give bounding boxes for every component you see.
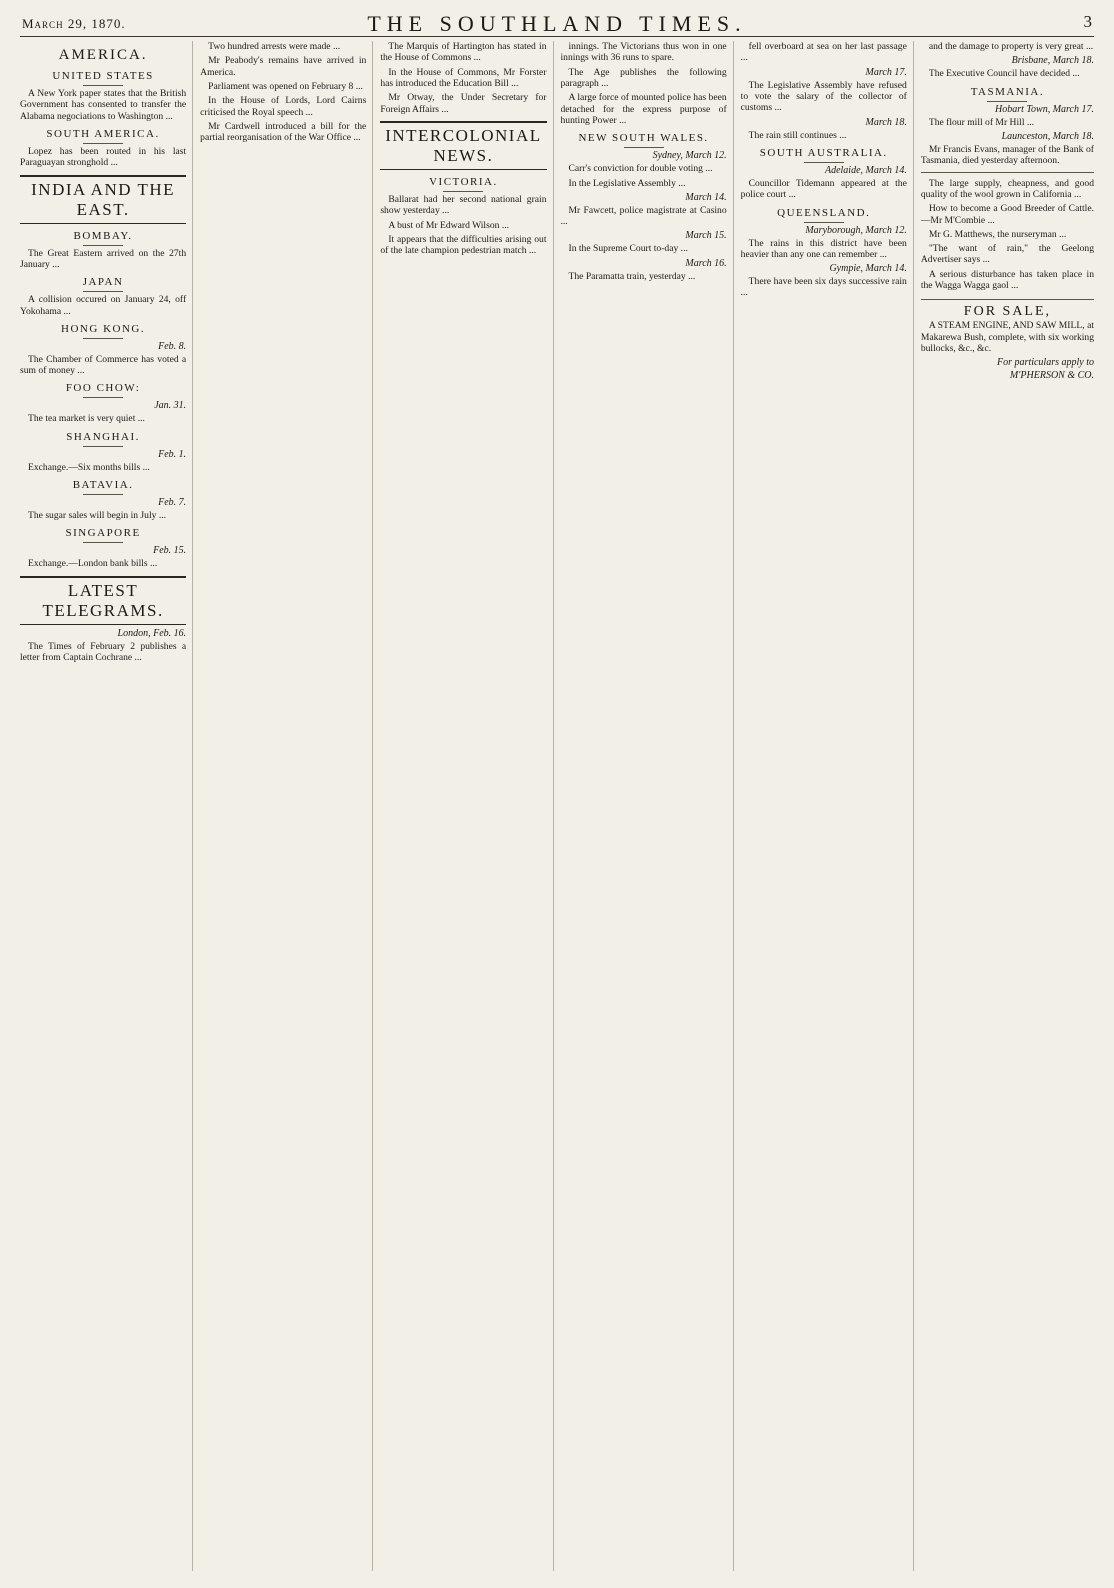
section-heading-intercolonial-news: INTERCOLONIAL NEWS. [380,121,546,170]
divider [921,172,1094,173]
article-paragraph: Mr Fawcett, police magistrate at Casino ... [560,204,727,228]
dateline: Feb. 15. [153,545,187,557]
article-paragraph: In the House of Commons, Mr Forster has introduced the Education Bill ... [380,66,547,89]
ad-heading: FOR SALE, [963,304,1052,320]
article-paragraph: Parliament was opened on February 8 ... [208,80,363,92]
subheading-united-states: UNITED STATES [20,70,186,86]
article-paragraph: In the Supreme Court to-day ... [568,243,688,255]
section-heading-america: AMERICA. [58,47,148,63]
article-paragraph: The sugar sales will begin in July ... [28,510,167,522]
section-heading-india-east: INDIA AND THE EAST. [20,175,186,224]
section-heading-latest-telegrams: LATEST TELEGRAMS. [20,576,186,625]
article-paragraph: Mr Francis Evans, manager of the Bank of Tasmania, died yesterday afternoon. [920,143,1094,167]
subheading-foo-chow: FOO CHOW: [20,382,186,398]
article-paragraph: The Chamber of Commerce has voted a sum of money ... [20,353,187,377]
article-paragraph: The Legislative Assembly have refused to vote the salary of the collector of customs ... [740,79,907,114]
dateline: Brisbane, March 18. [1011,55,1094,67]
article-paragraph: "The want of rain," the Geelong Advertiser says ... [920,243,1094,266]
ad-apply-line: For particulars apply to [997,357,1094,369]
page-number: 3 [1083,12,1092,31]
article-paragraph: The Marquis of Hartington has stated in the House of Commons ... [380,41,547,64]
article-paragraph: The Great Eastern arrived on the 27th January ... [20,247,187,270]
dateline: Feb. 8. [158,340,187,352]
article-paragraph: Mr Cardwell introduced a bill for the partial reorganisation of the War Office ... [200,120,367,144]
subheading-south-america: SOUTH AMERICA. [20,128,186,144]
dateline: Feb. 7. [158,497,187,509]
article-paragraph: The Executive Council have decided ... [928,68,1080,80]
classified-advertisement [921,299,1094,381]
subheading-tasmania: TASMANIA. [921,86,1094,102]
article-paragraph: Mr Otway, the Under Secretary for Foreign Affairs ... [380,92,547,115]
article-paragraph: Carr's conviction for double voting ... [568,163,713,175]
article-paragraph: A bust of Mr Edward Wilson ... [388,219,510,231]
dateline: March 17. [865,66,907,78]
dateline: Sydney, March 12. [652,150,727,162]
article-paragraph: fell overboard at sea on her last passage ... [740,41,907,64]
ad-advertiser-name: M'PHERSON & CO. [1009,370,1094,382]
issue-date: March 29, 1870. [22,16,126,31]
article-paragraph: innings. The Victorians thus won in one innings with 36 runs to spare. [560,41,727,64]
article-paragraph: Mr Peabody's remains have arrived in America. [200,55,367,78]
article-paragraph: Lopez has been routed in his last Paraguayan stronghold ... [20,145,187,169]
article-paragraph: It appears that the difficulties arising out of the late champion pedestrian match ... [380,233,547,257]
subheading-bombay: BOMBAY. [20,230,186,246]
article-paragraph: There have been six days successive rain ... [740,276,907,299]
article-paragraph: The Times of February 2 publishes a letter from Captain Cochrane ... [20,640,187,663]
article-paragraph: Exchange.—Six months bills ... [28,461,150,473]
subheading-victoria: VICTORIA. [380,176,546,192]
article-paragraph: Two hundred arrests were made ... [208,41,341,52]
newspaper-title: THE SOUTHLAND TIMES. [367,11,747,36]
article-paragraph: The flour mill of Mr Hill ... [928,116,1035,128]
article-paragraph: Mr G. Matthews, the nurseryman ... [928,228,1067,240]
article-paragraph: A serious disturbance has taken place in the Wagga Wagga gaol ... [920,268,1094,292]
article-paragraph: A New York paper states that the British Government has consented to transfer the Alabama negociations to Washington ... [20,88,187,122]
subheading-queensland: QUEENSLAND. [741,207,907,223]
subheading-japan: JAPAN [20,276,186,292]
column-6 [921,41,1094,1571]
dateline: Jan. 31. [154,400,187,412]
column-1 [20,41,193,1571]
dateline: March 15. [685,230,727,242]
dateline: March 14. [685,191,727,203]
masthead [20,10,1094,37]
article-paragraph: The rains in this district have been heavier than any one can remember ... [740,237,907,260]
article-paragraph: and the damage to property is very great ... [928,41,1094,52]
dateline: London, Feb. 16. [117,627,187,639]
article-paragraph: Ballarat had her second national grain show yesterday ... [380,193,547,217]
article-paragraph: In the House of Lords, Lord Cairns criticised the Royal speech ... [200,95,367,118]
dateline: Hobart Town, March 17. [995,103,1094,115]
article-paragraph: The rain still continues ... [748,129,847,141]
subheading-new-south-wales: NEW SOUTH WALES. [561,132,727,148]
article-paragraph: In the Legislative Assembly ... [568,177,686,189]
article-columns [20,41,1094,1571]
subheading-singapore: SINGAPORE [20,527,186,543]
dateline: Adelaide, March 14. [824,164,907,176]
subheading-hong-kong: HONG KONG. [20,323,186,339]
dateline: Maryborough, March 12. [805,224,907,236]
article-paragraph: How to become a Good Breeder of Cattle.—Mr M'Combie ... [920,203,1094,226]
article-paragraph: Councillor Tidemann appeared at the police court ... [740,177,907,201]
article-paragraph: A collision occured on January 24, off Yokohama ... [20,294,187,317]
article-paragraph: The tea market is very quiet ... [28,413,145,425]
article-paragraph: The large supply, cheapness, and good quality of the wool grown in California ... [920,177,1094,200]
ad-body: A STEAM ENGINE, AND SAW MILL, at Makarewa Bush, complete, with six working bullocks, &c., &c. [920,320,1094,354]
article-paragraph: The Paramatta train, yesterday ... [568,270,696,282]
dateline: Feb. 1. [158,448,187,460]
dateline: Launceston, March 18. [1001,130,1094,142]
subheading-batavia: BATAVIA. [20,479,186,495]
column-2 [200,41,373,1571]
subheading-south-australia: SOUTH AUSTRALIA. [741,147,907,163]
subheading-shanghai: SHANGHAI. [20,431,186,447]
column-4 [561,41,734,1571]
column-3 [380,41,553,1571]
article-paragraph: The Age publishes the following paragraph ... [560,66,727,89]
dateline: March 18. [865,116,907,128]
dateline: Gympie, March 14. [829,263,907,275]
column-5 [741,41,914,1571]
article-paragraph: Exchange.—London bank bills ... [28,558,158,570]
article-paragraph: A large force of mounted police has been detached for the express purpose of hunting Power ... [560,92,727,126]
dateline: March 16. [685,257,727,269]
